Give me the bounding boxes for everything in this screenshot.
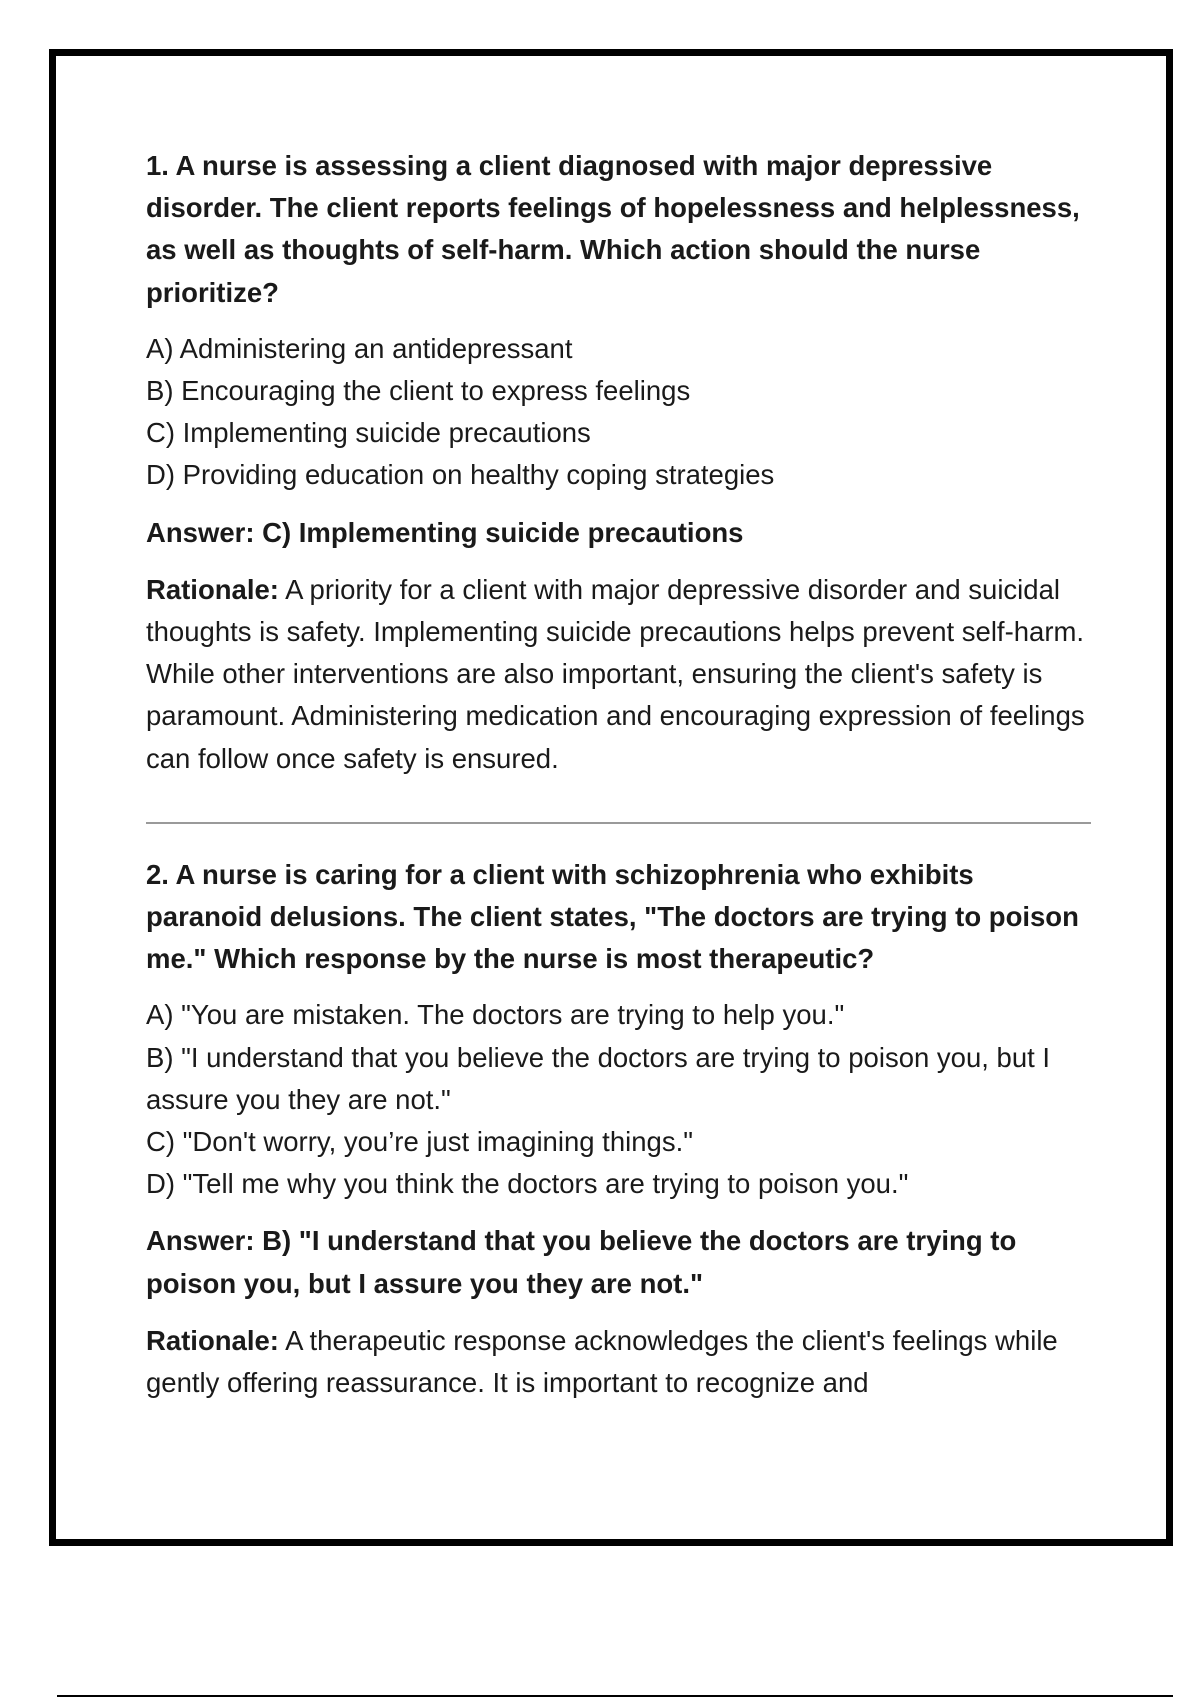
option-b: B) "I understand that you believe the doctors are trying to poison you, but I assure you they are not."	[146, 1041, 1051, 1115]
rationale-label: Rationale:	[146, 573, 279, 605]
option-d: D) Providing education on healthy coping strategies	[146, 459, 775, 491]
bottom-rule	[57, 1695, 1173, 1697]
rationale-label: Rationale:	[146, 1324, 279, 1356]
answer-options	[146, 328, 1091, 497]
answer-options	[146, 994, 1091, 1205]
option-b: B) Encouraging the client to express feelings	[146, 375, 691, 407]
page-content	[146, 145, 1091, 1404]
option-a: A) Administering an antidepressant	[146, 332, 573, 364]
option-c: C) Implementing suicide precautions	[146, 417, 591, 449]
answer-line: Answer: B) "I understand that you believe the doctors are trying to poison you, but I assure you they are not."	[146, 1225, 1017, 1299]
rationale-text: A priority for a client with major depressive disorder and suicidal thoughts is safety. Implementing suicide precautions helps prevent self-harm. While other interventions are also important, ensuring the client's safety is paramount. Administering medication and encouraging expression of feelings can follow once safety is ensured.	[146, 573, 1085, 774]
option-c: C) "Don't worry, you’re just imagining things."	[146, 1126, 693, 1158]
question-stem: 1. A nurse is assessing a client diagnosed with major depressive disorder. The client reports feelings of hopelessness and helplessness, as well as thoughts of self-harm. Which action should the nurse prioritize?	[146, 150, 1080, 308]
section-divider	[146, 822, 1091, 824]
question-1	[146, 145, 1091, 780]
option-a: A) "You are mistaken. The doctors are trying to help you."	[146, 999, 845, 1031]
option-d: D) "Tell me why you think the doctors are trying to poison you."	[146, 1168, 909, 1200]
rationale-text: A therapeutic response acknowledges the client's feelings while gently offering reassurance. It is important to recognize and	[146, 1324, 1058, 1399]
question-stem: 2. A nurse is caring for a client with schizophrenia who exhibits paranoid delusions. The client states, "The doctors are trying to poison me." Which response by the nurse is most therapeutic?	[146, 858, 1079, 975]
rationale	[146, 1320, 1091, 1404]
rationale	[146, 569, 1091, 780]
question-2	[146, 854, 1091, 1404]
answer-line: Answer: C) Implementing suicide precautions	[146, 516, 744, 548]
